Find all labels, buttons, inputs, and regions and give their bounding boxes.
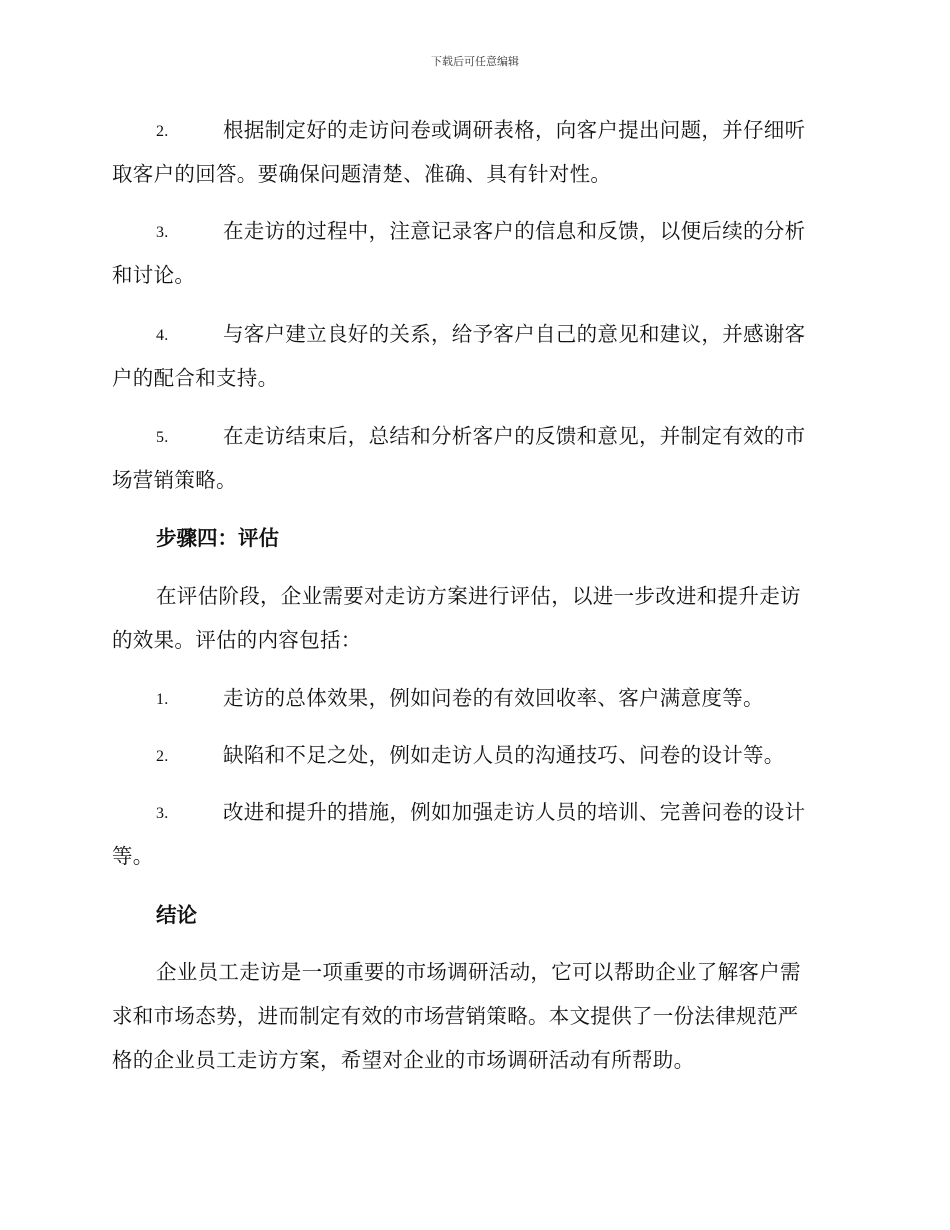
paragraph-line: 企业员工走访是一项重要的市场调研活动，它可以帮助企业了解客户需 <box>156 960 801 984</box>
list-item-text: 和讨论。 <box>112 263 196 287</box>
list-item-text: 根据制定好的走访问卷或调研表格，向客户提出问题，并仔细听 <box>223 118 806 142</box>
list-item-line <box>112 790 834 834</box>
list-item-3 <box>112 209 834 297</box>
list-item-text: 取客户的回答。要确保问题清楚、准确、具有针对性。 <box>112 162 612 186</box>
list-item-text: 在走访的过程中，注意记录客户的信息和反馈，以便后续的分析 <box>223 219 806 243</box>
paragraph-line: 求和市场态势，进而制定有效的市场营销策略。本文提供了一份法律规范严 <box>112 1004 799 1028</box>
list-item-number: 2. <box>156 123 169 140</box>
list-item-line <box>112 733 834 777</box>
list-item-line <box>112 108 834 152</box>
list-item-line <box>112 312 834 356</box>
list-item-text: 在走访结束后，总结和分析客户的反馈和意见，并制定有效的市 <box>223 424 806 448</box>
list-item-number: 5. <box>156 429 169 446</box>
list-item-4 <box>112 312 834 400</box>
list-item-text: 等。 <box>112 844 154 868</box>
list-item-text: 缺陷和不足之处，例如走访人员的沟通技巧、问卷的设计等。 <box>223 743 785 767</box>
eval-list-item-3 <box>112 790 834 878</box>
section-heading-step4: 步骤四：评估 <box>156 526 279 550</box>
list-item-line <box>112 209 834 253</box>
list-item-number: 1. <box>156 691 169 708</box>
paragraph-line: 的效果。评估的内容包括： <box>112 628 362 652</box>
eval-list-item-2 <box>112 733 834 777</box>
list-item-line <box>112 676 834 720</box>
list-item-text: 走访的总体效果，例如问卷的有效回收率、客户满意度等。 <box>223 686 764 710</box>
list-item-text: 与客户建立良好的关系，给予客户自己的意见和建议，并感谢客 <box>223 322 806 346</box>
list-item-2 <box>112 108 834 196</box>
section-heading-conclusion: 结论 <box>156 903 197 927</box>
list-item-text: 场营销策略。 <box>112 468 237 492</box>
conclusion-paragraph <box>112 950 834 1082</box>
list-item-number: 3. <box>156 805 169 822</box>
paragraph-line: 在评估阶段，企业需要对走访方案进行评估，以进一步改进和提升走访 <box>156 584 801 608</box>
paragraph-line: 格的企业员工走访方案，希望对企业的市场调研活动有所帮助。 <box>112 1048 695 1072</box>
list-item-number: 3. <box>156 224 169 241</box>
eval-intro-paragraph <box>112 574 834 662</box>
list-item-5 <box>112 414 834 502</box>
list-item-text: 户的配合和支持。 <box>112 366 279 390</box>
list-item-number: 2. <box>156 748 169 765</box>
list-item-text: 改进和提升的措施，例如加强走访人员的培训、完善问卷的设计 <box>223 800 806 824</box>
page-header: 下载后可任意编辑 <box>431 55 519 68</box>
eval-list-item-1 <box>112 676 834 720</box>
list-item-line <box>112 414 834 458</box>
list-item-number: 4. <box>156 327 169 344</box>
